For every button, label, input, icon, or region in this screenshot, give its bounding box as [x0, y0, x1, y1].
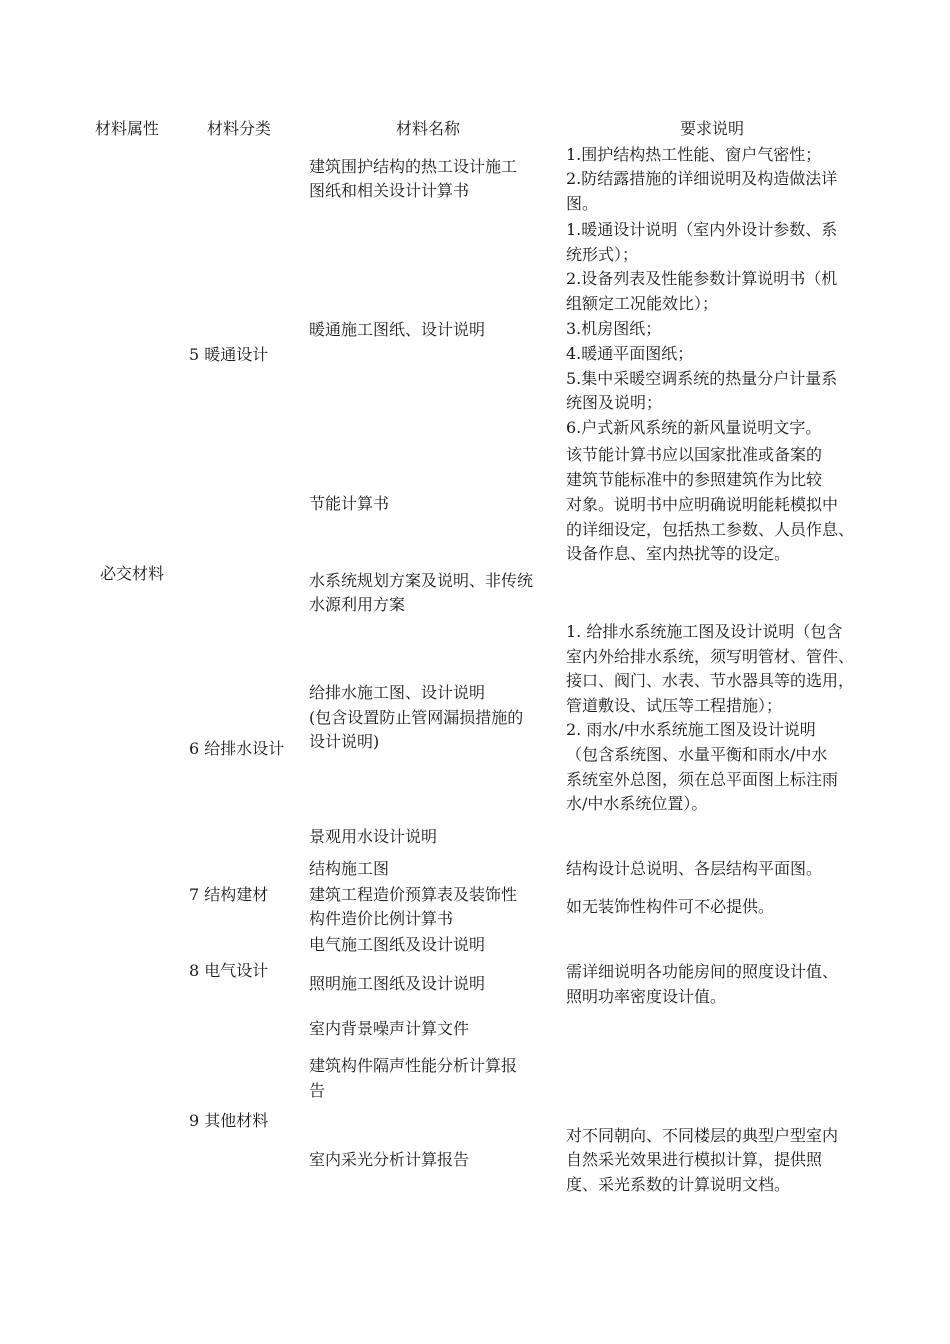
req-line: 统形式）；: [566, 245, 639, 264]
name-noise-calc: 室内背景噪声计算文件: [309, 1019, 470, 1038]
name-energy-calc: 节能计算书: [309, 494, 390, 513]
name-landscape-water: 景观用水设计说明: [309, 827, 438, 846]
req-line: 1.围护结构热工性能、窗户气密性；: [566, 145, 822, 164]
req-line: 室内外给排水系统，须写明管材、管件、: [566, 647, 855, 666]
category-water: 6 给排水设计: [189, 739, 285, 758]
req-line: 接口、阀门、水表、节水器具等的选用，: [566, 671, 855, 690]
name-structure-drawings: 结构施工图: [309, 859, 390, 878]
req-line: 图。: [566, 194, 599, 213]
header-category: 材料分类: [207, 119, 272, 138]
name-daylight: 室内采光分析计算报告: [309, 1150, 470, 1169]
req-line: 管道敷设、试压等工程措施）；: [566, 696, 783, 715]
name-line: 建筑工程造价预算表及装饰性: [309, 885, 518, 904]
category-hvac: 5 暖通设计: [189, 345, 269, 364]
name-hvac-drawings: 暖通施工图纸、设计说明: [309, 320, 486, 339]
name-line: 建筑围护结构的热工设计施工: [309, 157, 518, 176]
name-line: (包含设置防止管网漏损措施的: [309, 708, 524, 727]
req-structure-drawings: 结构设计总说明、各层结构平面图。: [566, 859, 823, 878]
req-line: 对象。说明书中应明确说明能耗模拟中: [566, 495, 839, 514]
category-electric: 8 电气设计: [189, 961, 269, 980]
attribute-required: 必交材料: [100, 564, 165, 583]
req-line: 对不同朝向、不同楼层的典型户型室内: [566, 1126, 839, 1145]
req-line: 度、采光系数的计算说明文档。: [566, 1175, 791, 1194]
name-line: 告: [309, 1081, 326, 1100]
req-cost-budget: 如无装饰性构件可不必提供。: [566, 897, 775, 916]
req-line: 照明功率密度设计值。: [566, 987, 727, 1006]
name-line: 设计说明): [309, 732, 380, 751]
req-line: 水/中水系统位置）。: [566, 794, 708, 813]
req-line: 需详细说明各功能房间的照度设计值、: [566, 962, 839, 981]
category-other: 9 其他材料: [189, 1111, 269, 1130]
req-line: 统图及说明；: [566, 393, 663, 412]
name-line: 水源利用方案: [309, 595, 406, 614]
header-requirement: 要求说明: [680, 119, 745, 138]
name-lighting-drawings: 照明施工图纸及设计说明: [309, 974, 486, 993]
header-name: 材料名称: [396, 119, 461, 138]
req-line: 2. 雨水/中水系统施工图及设计说明: [566, 720, 816, 739]
req-line: 的详细设定，包括热工参数、人员作息、: [566, 520, 855, 539]
name-line: 给排水施工图、设计说明: [309, 683, 486, 702]
req-line: 设备作息、室内热扰等的设定。: [566, 544, 791, 563]
req-line: 5.集中采暖空调系统的热量分户计量系: [566, 369, 838, 388]
category-structure: 7 结构建材: [189, 885, 269, 904]
req-line: 1. 给排水系统施工图及设计说明（包含: [566, 622, 843, 641]
name-line: 建筑构件隔声性能分析计算报: [309, 1056, 518, 1075]
req-line: 3.机房图纸；: [566, 319, 662, 338]
name-line: 构件造价比例计算书: [309, 909, 454, 928]
req-line: （包含系统图、水量平衡和雨水/中水: [566, 745, 828, 764]
req-line: 建筑节能标准中的参照建筑作为比较: [566, 470, 823, 489]
name-electric-drawings: 电气施工图纸及设计说明: [309, 935, 486, 954]
req-line: 4.暖通平面图纸；: [566, 344, 694, 363]
req-line: 该节能计算书应以国家批准或备案的: [566, 445, 823, 464]
req-line: 2.防结露措施的详细说明及构造做法详: [566, 169, 838, 188]
header-attribute: 材料属性: [95, 119, 160, 138]
req-line: 系统室外总图，须在总平面图上标注雨: [566, 770, 839, 789]
name-line: 水系统规划方案及说明、非传统: [309, 571, 534, 590]
req-line: 组额定工况能效比）；: [566, 294, 719, 313]
req-line: 自然采光效果进行模拟计算，提供照: [566, 1150, 823, 1169]
req-line: 2.设备列表及性能参数计算说明书（机: [566, 269, 838, 288]
req-line: 6.户式新风系统的新风量说明文字。: [566, 418, 822, 437]
req-line: 1.暖通设计说明（室内外设计参数、系: [566, 220, 838, 239]
name-line: 图纸和相关设计计算书: [309, 181, 470, 200]
